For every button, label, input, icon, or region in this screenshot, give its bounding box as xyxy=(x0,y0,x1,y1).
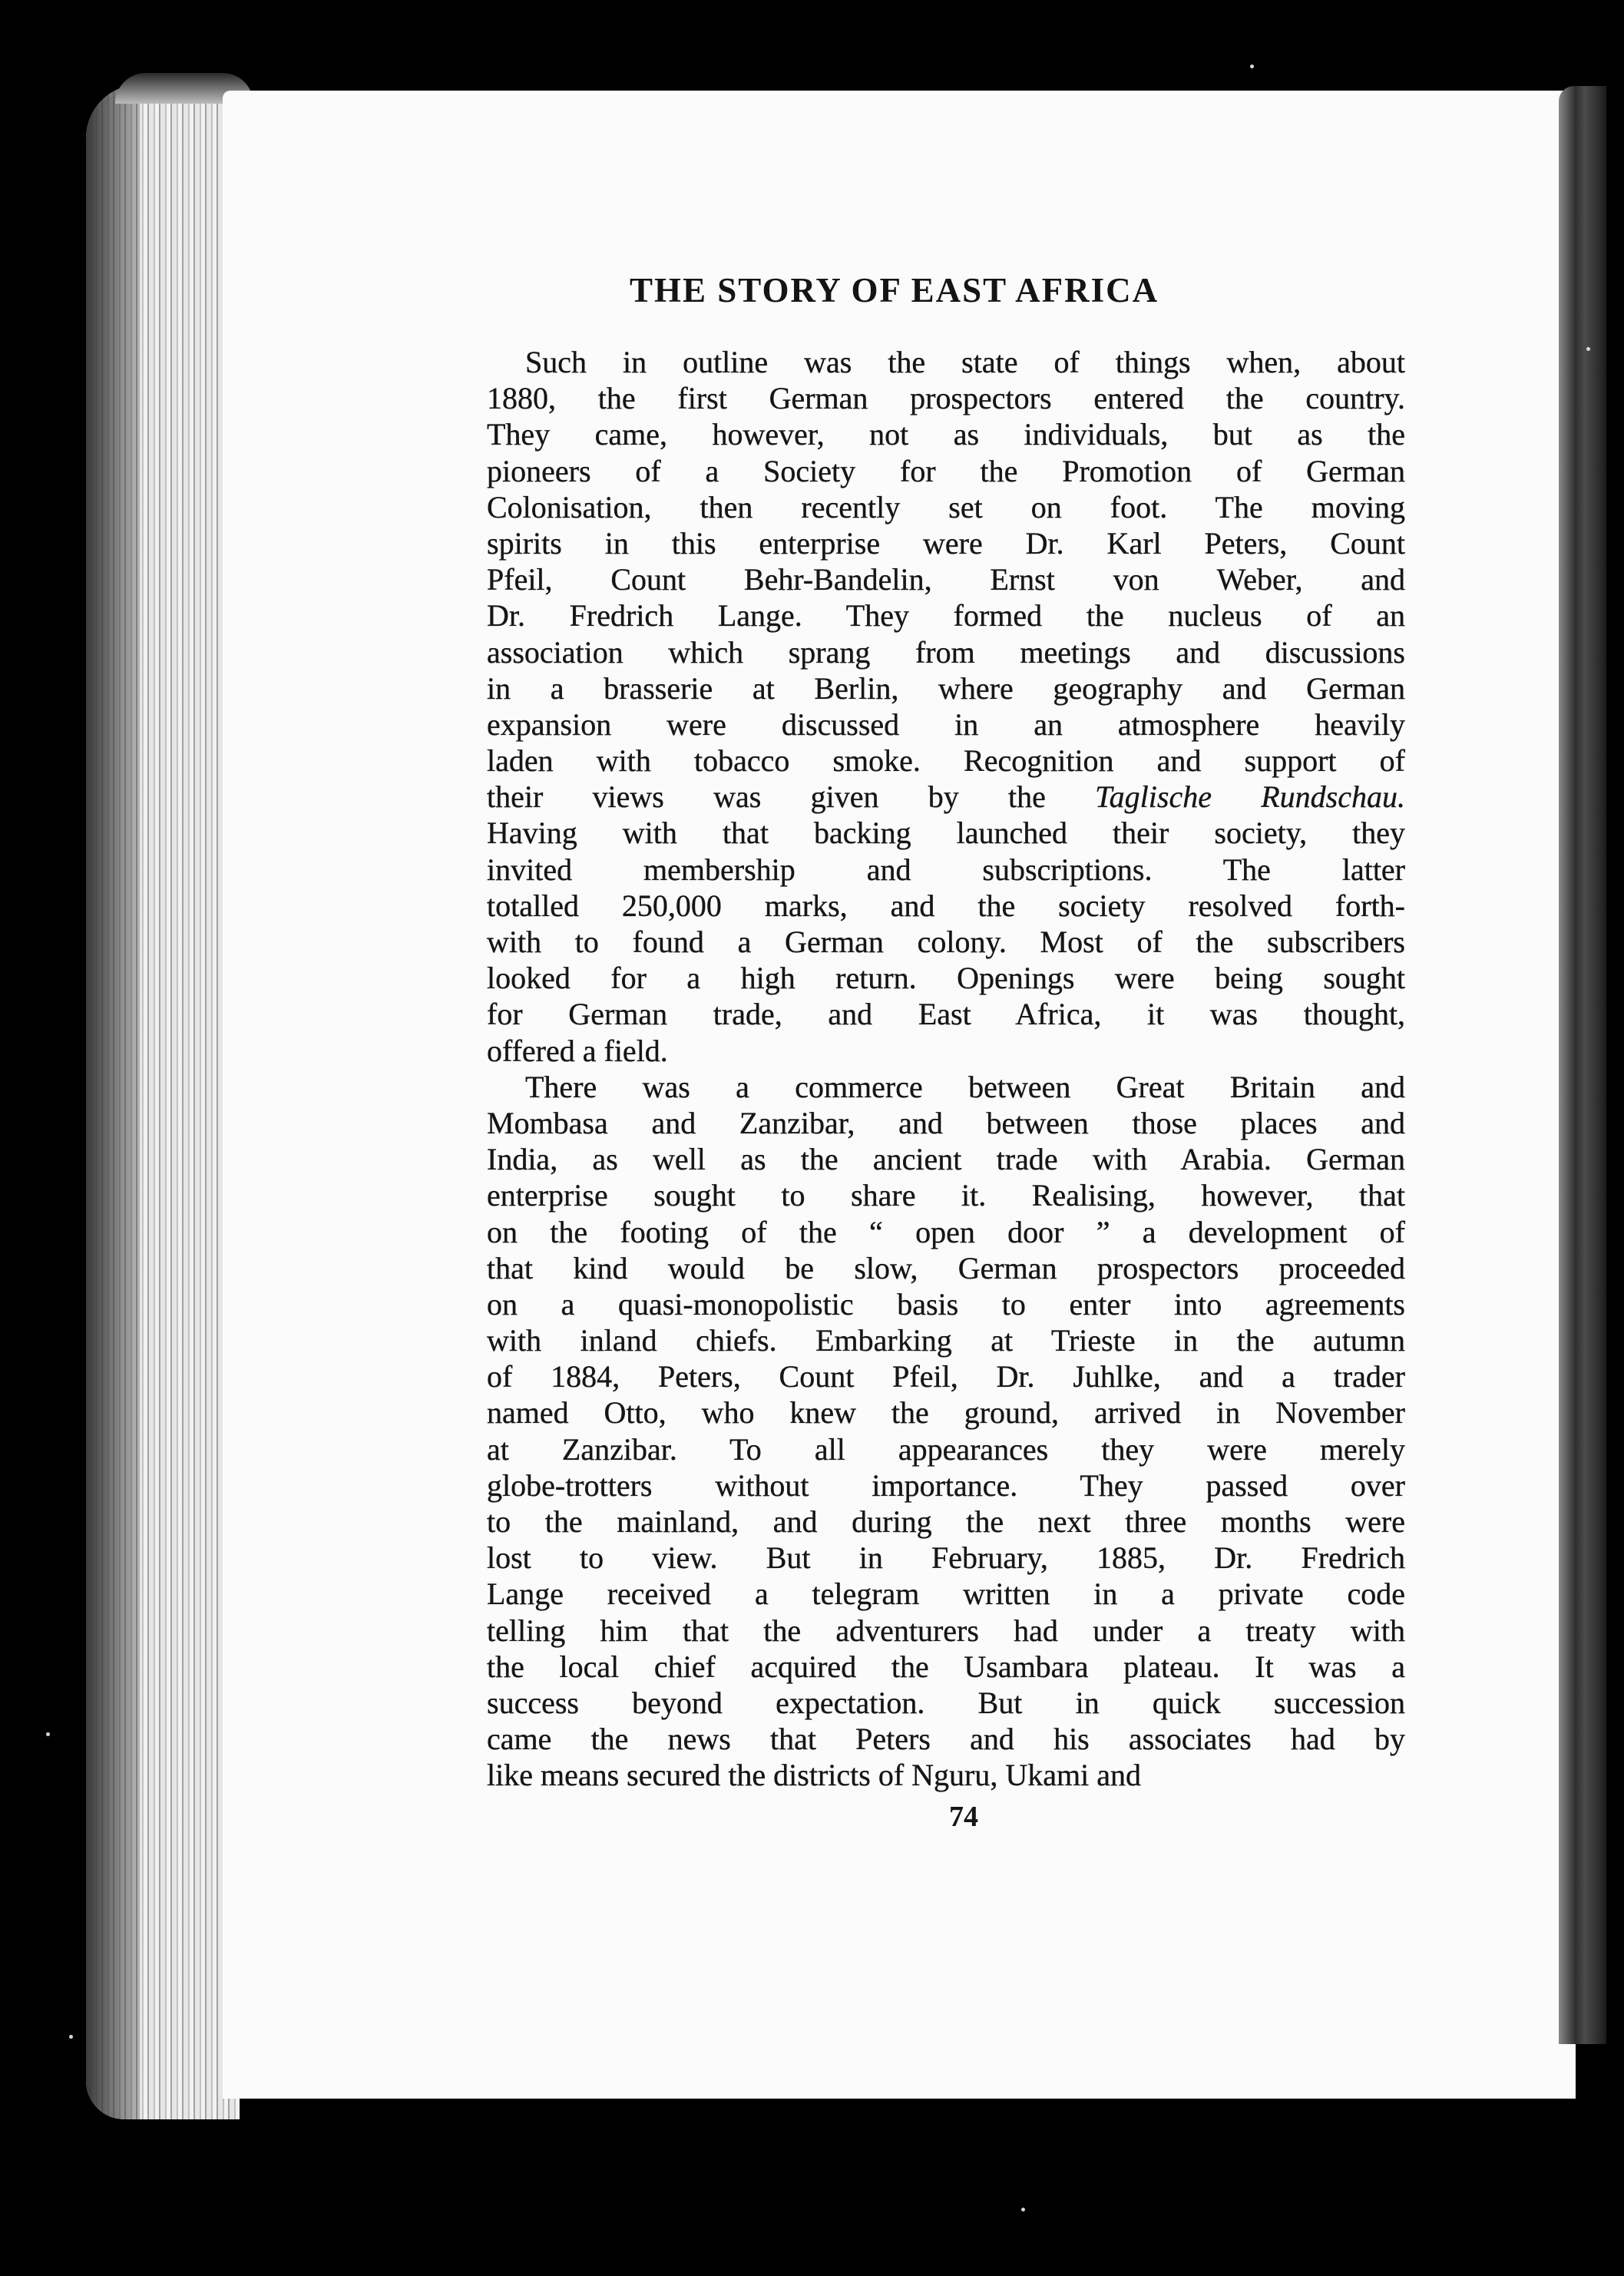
text-line: globe-trotters without importance. They passed over xyxy=(487,1467,1405,1503)
running-head: THE STORY OF EAST AFRICA xyxy=(630,271,1159,309)
text-line: Lange received a telegram written in a private code xyxy=(487,1576,1405,1612)
scan-speck xyxy=(46,1732,50,1736)
text-line: on the footing of the “ open door ” a development of xyxy=(487,1214,1405,1249)
text-line: They came, however, not as individuals, but as the xyxy=(487,417,1405,452)
text-line: There was a commerce between Great Britain and xyxy=(525,1069,1405,1104)
text-line: Having with that backing launched their society, they xyxy=(487,815,1405,851)
text-line: at Zanzibar. To all appearances they were merely xyxy=(487,1431,1405,1467)
text-line: to the mainland, and during the next three months were xyxy=(487,1504,1405,1539)
text-line: totalled 250,000 marks, and the society resolved forth- xyxy=(487,888,1405,923)
paragraph xyxy=(487,1069,1405,1794)
text-line: the local chief acquired the Usambara plateau. It was a xyxy=(487,1649,1405,1684)
text-line: in a brasserie at Berlin, where geography and German xyxy=(487,670,1405,706)
text-line: looked for a high return. Openings were being sought xyxy=(487,961,1405,996)
scan-speck xyxy=(1021,2208,1025,2211)
text-line: Dr. Fredrich Lange. They formed the nucleus of an xyxy=(487,598,1405,634)
newspaper-title-italic: Taglische Rundschau. xyxy=(1095,779,1405,815)
scan-speck xyxy=(1586,347,1590,351)
text-line: laden with tobacco smoke. Recognition and support of xyxy=(487,743,1405,779)
body-text xyxy=(487,344,1405,1794)
text-line: Such in outline was the state of things when, about xyxy=(525,345,1405,379)
text-line: of 1884, Peters, Count Pfeil, Dr. Juhlke, and a trader xyxy=(487,1359,1405,1394)
text-line: that kind would be slow, German prospectors proceeded xyxy=(487,1250,1405,1285)
text-line: spirits in this enterprise were Dr. Karl Peters, Count xyxy=(487,525,1405,561)
text-line: India, as well as the ancient trade with Arabia. German xyxy=(487,1142,1405,1177)
page-number: 74 xyxy=(949,1801,978,1833)
text-line: Colonisation, then recently set on foot. The moving xyxy=(487,489,1405,524)
text-line: 1880, the first German prospectors entered the country. xyxy=(487,381,1405,416)
text-line-roman: their views was given by the xyxy=(487,779,1096,815)
text-line: association which sprang from meetings and discussions xyxy=(487,634,1405,670)
page-edges-shadow xyxy=(86,84,140,2119)
text-line: Pfeil, Count Behr-Bandelin, Ernst von Weber, and xyxy=(487,562,1405,597)
text-line: invited membership and subscriptions. The latter xyxy=(487,852,1405,887)
binding-edge-right xyxy=(1559,86,1606,2044)
text-line: telling him that the adventurers had under a treaty with xyxy=(487,1613,1405,1648)
text-line: for German trade, and East Africa, it was thought, xyxy=(487,997,1405,1032)
scan-speck xyxy=(69,2035,73,2039)
text-line: came the news that Peters and his associates had by xyxy=(487,1722,1405,1757)
text-line: Mombasa and Zanzibar, and between those places and xyxy=(487,1105,1405,1140)
text-line: offered a field. xyxy=(487,1033,668,1068)
paragraph xyxy=(487,344,1405,1069)
text-line: lost to view. But in February, 1885, Dr. Fredrich xyxy=(487,1540,1405,1576)
text-line: with inland chiefs. Embarking at Trieste in the autumn xyxy=(487,1323,1405,1358)
text-line: with to found a German colony. Most of the subscribers xyxy=(487,925,1405,959)
text-line: on a quasi-monopolistic basis to enter into agreements xyxy=(487,1286,1405,1322)
text-line xyxy=(487,779,1405,815)
text-line: enterprise sought to share it. Realising, however, that xyxy=(487,1178,1405,1213)
text-line: expansion were discussed in an atmosphere heavily xyxy=(487,706,1405,742)
text-line: pioneers of a Society for the Promotion of German xyxy=(487,453,1405,488)
text-line: like means secured the districts of Nguru, Ukami and xyxy=(487,1758,1141,1793)
text-line: success beyond expectation. But in quick succession xyxy=(487,1685,1405,1720)
scan-speck xyxy=(1250,65,1254,68)
text-line: named Otto, who knew the ground, arrived in November xyxy=(487,1395,1405,1431)
